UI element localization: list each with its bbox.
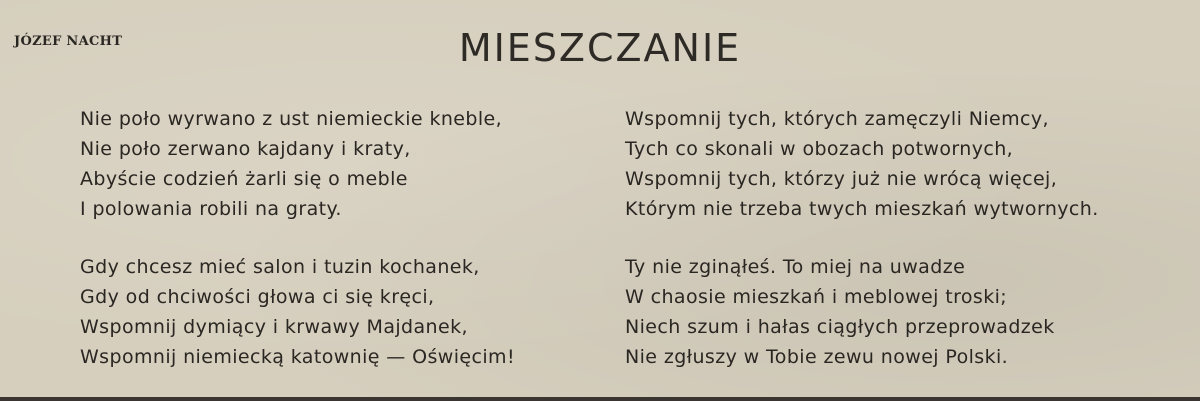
- stanza-1: [80, 104, 515, 224]
- verse-line: Abyście codzień żarli się o meble: [80, 168, 408, 190]
- verse-line: Którym nie trzeba twych mieszkań wytwornych.: [625, 198, 1099, 220]
- verse-line: I polowania robili na graty.: [80, 198, 342, 220]
- verse-line: Tych co skonali w obozach potwornych,: [625, 138, 1014, 160]
- left-column: [80, 104, 515, 372]
- stanza-4: [625, 252, 1099, 372]
- verse-line: Nie poło wyrwano z ust niemieckie kneble,: [80, 108, 503, 130]
- verse-line: Gdy od chciwości głowa ci się kręci,: [80, 286, 435, 308]
- verse-line: Nie zgłuszy w Tobie zewu nowej Polski.: [625, 346, 1009, 368]
- verse-line: Niech szum i hałas ciągłych przeprowadzek: [625, 316, 1055, 338]
- verse-line: Nie poło zerwano kajdany i kraty,: [80, 138, 411, 160]
- verse-line: Wspomnij dymiący i krwawy Majdanek,: [80, 316, 468, 338]
- verse-line: W chaosie mieszkań i meblowej troski;: [625, 286, 1008, 308]
- author-name: JÓZEF NACHT: [14, 34, 123, 49]
- poem-title: MIESZCZANIE: [458, 26, 742, 70]
- verse-line: Gdy chcesz mieć salon i tuzin kochanek,: [80, 256, 480, 278]
- verse-line: Wspomnij tych, których zamęczyli Niemcy,: [625, 108, 1049, 130]
- verse-line: Wspomnij tych, którzy już nie wrócą więcej,: [625, 168, 1058, 190]
- stanza-3: [625, 104, 1099, 224]
- right-column: [625, 104, 1099, 372]
- bottom-border: [0, 397, 1200, 401]
- stanza-2: [80, 252, 515, 372]
- verse-line: Ty nie zginąłeś. To miej na uwadze: [625, 256, 966, 278]
- verse-line: Wspomnij niemiecką katownię — Oświęcim!: [80, 346, 515, 368]
